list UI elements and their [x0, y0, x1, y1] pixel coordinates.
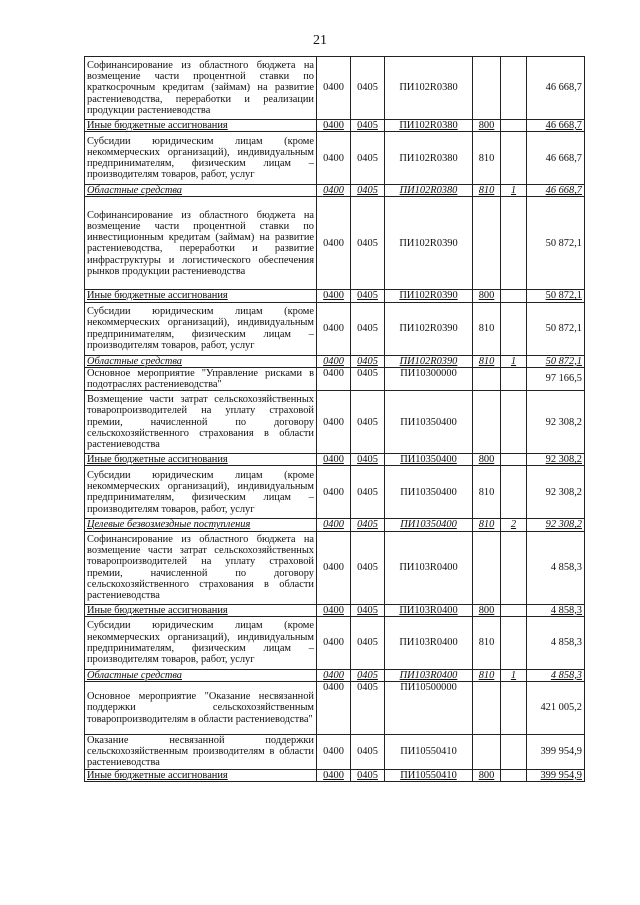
row-subsection-code: 0405: [351, 290, 385, 302]
table-row: [85, 669, 585, 681]
row-amount: 4 858,3: [527, 604, 585, 616]
row-amount: 97 166,5: [527, 367, 585, 390]
row-name: Софинансирование из областного бюджета на возмещение части затрат сельскохозяйственных товаропроизводителей на уплату страховой премии, начисленной по договору сельскохозяйственного страхования в области растениеводства: [85, 531, 317, 604]
row-expense-type: [473, 682, 501, 735]
row-target-article: ПИ10550410: [385, 769, 473, 781]
row-name: Иные бюджетные ассигнования: [85, 120, 317, 132]
row-expense-type: 810: [473, 519, 501, 531]
row-subsection-code: 0405: [351, 669, 385, 681]
row-section-code: 0400: [317, 120, 351, 132]
row-section-code: 0400: [317, 57, 351, 120]
row-expense-type: 810: [473, 616, 501, 669]
row-expense-type: 810: [473, 185, 501, 197]
row-source-code: [501, 391, 527, 454]
row-amount: 46 668,7: [527, 57, 585, 120]
row-name: Софинансирование из областного бюджета на возмещение части процентной ставки по краткосрочным кредитам (займам) на развитие растениеводства, переработки и реализации продукции растениеводства: [85, 57, 317, 120]
row-expense-type: 810: [473, 355, 501, 367]
row-name: Оказание несвязанной поддержки сельскохозяйственным производителям в области растениеводства: [85, 735, 317, 770]
row-target-article: ПИ103R0400: [385, 604, 473, 616]
table-row: [85, 290, 585, 302]
row-source-code: [501, 120, 527, 132]
row-subsection-code: 0405: [351, 120, 385, 132]
row-expense-type: 800: [473, 454, 501, 466]
row-amount: 50 872,1: [527, 290, 585, 302]
row-source-code: [501, 57, 527, 120]
row-subsection-code: 0405: [351, 302, 385, 355]
row-amount: 4 858,3: [527, 669, 585, 681]
row-section-code: 0400: [317, 682, 351, 735]
row-name: Областные средства: [85, 185, 317, 197]
table-row: [85, 185, 585, 197]
row-expense-type: [473, 367, 501, 390]
row-target-article: ПИ10350400: [385, 391, 473, 454]
row-amount: 4 858,3: [527, 531, 585, 604]
row-subsection-code: 0405: [351, 197, 385, 290]
table-row: [85, 519, 585, 531]
row-amount: 399 954,9: [527, 769, 585, 781]
row-subsection-code: 0405: [351, 132, 385, 185]
row-target-article: ПИ10350400: [385, 466, 473, 519]
table-row: [85, 120, 585, 132]
table-row: [85, 466, 585, 519]
row-target-article: ПИ10300000: [385, 367, 473, 390]
row-section-code: 0400: [317, 355, 351, 367]
table-row: [85, 604, 585, 616]
row-subsection-code: 0405: [351, 604, 385, 616]
row-target-article: ПИ102R0390: [385, 197, 473, 290]
row-amount: 92 308,2: [527, 454, 585, 466]
row-target-article: ПИ102R0380: [385, 120, 473, 132]
row-section-code: 0400: [317, 290, 351, 302]
row-expense-type: 800: [473, 290, 501, 302]
row-source-code: [501, 367, 527, 390]
row-name: Субсидии юридическим лицам (кроме некоммерческих организаций), индивидуальным предпринимателям, физическим лицам – производителям товаров, работ, услуг: [85, 466, 317, 519]
row-amount: 50 872,1: [527, 197, 585, 290]
row-section-code: 0400: [317, 769, 351, 781]
row-section-code: 0400: [317, 669, 351, 681]
row-target-article: ПИ10500000: [385, 682, 473, 735]
row-expense-type: [473, 391, 501, 454]
row-target-article: ПИ102R0380: [385, 132, 473, 185]
row-target-article: ПИ10350400: [385, 454, 473, 466]
row-expense-type: 810: [473, 302, 501, 355]
row-subsection-code: 0405: [351, 185, 385, 197]
row-subsection-code: 0405: [351, 735, 385, 770]
table-row: [85, 531, 585, 604]
row-expense-type: 800: [473, 769, 501, 781]
row-target-article: ПИ102R0390: [385, 290, 473, 302]
row-subsection-code: 0405: [351, 466, 385, 519]
row-section-code: 0400: [317, 454, 351, 466]
row-name: Иные бюджетные ассигнования: [85, 769, 317, 781]
row-source-code: 1: [501, 185, 527, 197]
row-section-code: 0400: [317, 185, 351, 197]
row-section-code: 0400: [317, 197, 351, 290]
table-row: [85, 367, 585, 390]
row-target-article: ПИ10550410: [385, 735, 473, 770]
row-source-code: [501, 769, 527, 781]
row-amount: 421 005,2: [527, 682, 585, 735]
row-name: Иные бюджетные ассигнования: [85, 290, 317, 302]
row-name: Областные средства: [85, 669, 317, 681]
row-name: Основное мероприятие "Управление рисками в подотраслях растениеводства": [85, 367, 317, 390]
row-subsection-code: 0405: [351, 355, 385, 367]
row-expense-type: 810: [473, 132, 501, 185]
table-row: [85, 735, 585, 770]
row-target-article: ПИ103R0400: [385, 531, 473, 604]
row-target-article: ПИ102R0390: [385, 355, 473, 367]
row-section-code: 0400: [317, 531, 351, 604]
row-subsection-code: 0405: [351, 391, 385, 454]
table-row: [85, 616, 585, 669]
row-section-code: 0400: [317, 604, 351, 616]
table-row: [85, 302, 585, 355]
row-section-code: 0400: [317, 616, 351, 669]
row-name: Основное мероприятие "Оказание несвязанной поддержки сельскохозяйственным товаропроизводителям в области растениеводства": [85, 682, 317, 735]
row-source-code: [501, 604, 527, 616]
row-subsection-code: 0405: [351, 367, 385, 390]
row-section-code: 0400: [317, 302, 351, 355]
row-subsection-code: 0405: [351, 616, 385, 669]
row-name: Софинансирование из областного бюджета на возмещение части процентной ставки по инвестиционным кредитам (займам) на развитие растениеводства, переработки и развитие инфраструктуры и логистического обеспечения рынков продукции растениеводства: [85, 197, 317, 290]
row-source-code: [501, 290, 527, 302]
row-subsection-code: 0405: [351, 769, 385, 781]
row-name: Субсидии юридическим лицам (кроме некоммерческих организаций), индивидуальным предпринимателям, физическим лицам – производителям товаров, работ, услуг: [85, 132, 317, 185]
row-amount: 46 668,7: [527, 120, 585, 132]
row-target-article: ПИ10350400: [385, 519, 473, 531]
row-section-code: 0400: [317, 391, 351, 454]
row-target-article: ПИ102R0380: [385, 57, 473, 120]
row-source-code: 2: [501, 519, 527, 531]
row-source-code: [501, 531, 527, 604]
row-name: Иные бюджетные ассигнования: [85, 604, 317, 616]
row-amount: 50 872,1: [527, 355, 585, 367]
table-row: [85, 57, 585, 120]
row-name: Возмещение части затрат сельскохозяйственных товаропроизводителей на уплату страховой премии, начисленной по договору сельскохозяйственного страхования в области растениеводства: [85, 391, 317, 454]
row-name: Субсидии юридическим лицам (кроме некоммерческих организаций), индивидуальным предпринимателям, физическим лицам – производителям товаров, работ, услуг: [85, 302, 317, 355]
row-source-code: 1: [501, 669, 527, 681]
row-target-article: ПИ102R0380: [385, 185, 473, 197]
row-name: Областные средства: [85, 355, 317, 367]
row-source-code: [501, 132, 527, 185]
row-section-code: 0400: [317, 132, 351, 185]
row-subsection-code: 0405: [351, 57, 385, 120]
page-number: 21: [313, 33, 327, 48]
table-row: [85, 132, 585, 185]
row-target-article: ПИ103R0400: [385, 669, 473, 681]
table-row: [85, 355, 585, 367]
row-expense-type: 810: [473, 669, 501, 681]
row-source-code: [501, 682, 527, 735]
row-expense-type: 800: [473, 120, 501, 132]
row-section-code: 0400: [317, 519, 351, 531]
row-source-code: [501, 454, 527, 466]
row-subsection-code: 0405: [351, 519, 385, 531]
row-section-code: 0400: [317, 367, 351, 390]
row-section-code: 0400: [317, 735, 351, 770]
row-name: Целевые безвозмездные поступления: [85, 519, 317, 531]
row-amount: 4 858,3: [527, 616, 585, 669]
row-expense-type: [473, 531, 501, 604]
row-expense-type: [473, 197, 501, 290]
row-section-code: 0400: [317, 466, 351, 519]
row-subsection-code: 0405: [351, 531, 385, 604]
table-row: [85, 197, 585, 290]
row-amount: 92 308,2: [527, 519, 585, 531]
table-row: [85, 454, 585, 466]
row-source-code: [501, 197, 527, 290]
budget-table: [84, 56, 585, 782]
row-amount: 50 872,1: [527, 302, 585, 355]
row-subsection-code: 0405: [351, 682, 385, 735]
row-amount: 92 308,2: [527, 466, 585, 519]
row-subsection-code: 0405: [351, 454, 385, 466]
row-target-article: ПИ103R0400: [385, 616, 473, 669]
row-name: Иные бюджетные ассигнования: [85, 454, 317, 466]
row-source-code: [501, 735, 527, 770]
row-name: Субсидии юридическим лицам (кроме некоммерческих организаций), индивидуальным предпринимателям, физическим лицам – производителям товаров, работ, услуг: [85, 616, 317, 669]
row-expense-type: 800: [473, 604, 501, 616]
table-row: [85, 682, 585, 735]
row-source-code: [501, 302, 527, 355]
row-expense-type: 810: [473, 466, 501, 519]
row-amount: 46 668,7: [527, 132, 585, 185]
row-target-article: ПИ102R0390: [385, 302, 473, 355]
row-amount: 399 954,9: [527, 735, 585, 770]
row-source-code: [501, 616, 527, 669]
row-source-code: 1: [501, 355, 527, 367]
row-amount: 92 308,2: [527, 391, 585, 454]
table-row: [85, 391, 585, 454]
row-expense-type: [473, 57, 501, 120]
table-row: [85, 769, 585, 781]
row-source-code: [501, 466, 527, 519]
row-expense-type: [473, 735, 501, 770]
row-amount: 46 668,7: [527, 185, 585, 197]
